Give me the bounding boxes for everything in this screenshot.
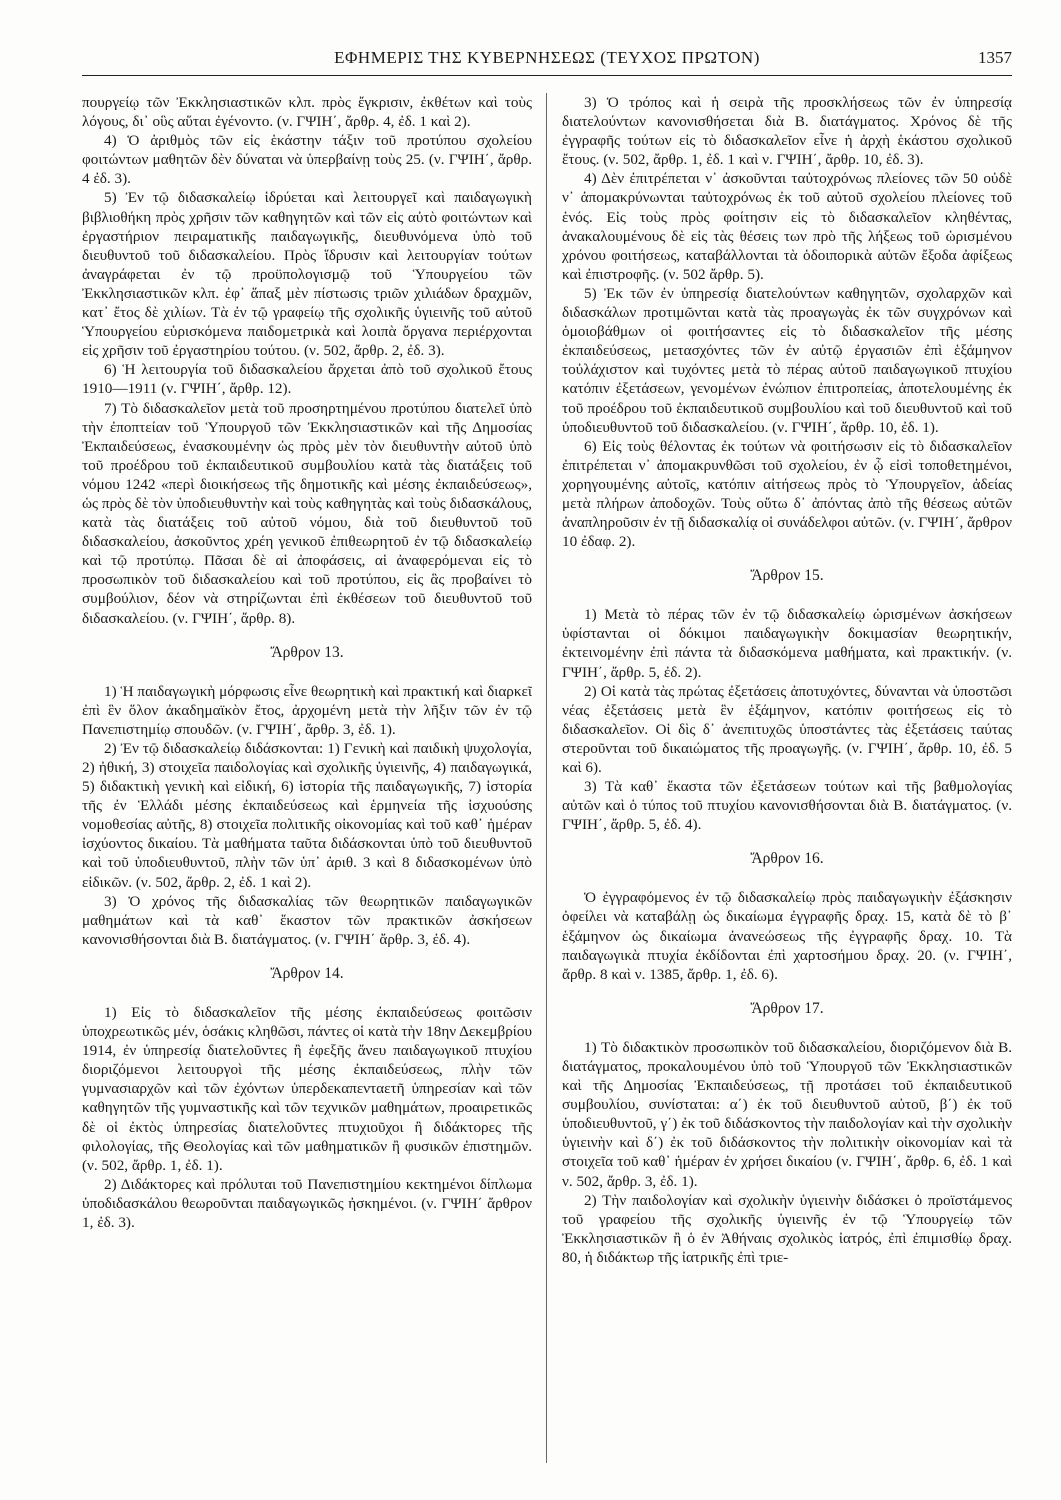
paragraph: πουργείῳ τῶν Ἐκκλησιαστικῶν κλπ. πρὸς ἔγκρισιν, ἐκθέτων καὶ τοὺς λόγους, δι᾿ οὓς αὕται ἐγένοντο. (ν. ΓΨΙΗ΄, ἄρθρ. 4, ἐδ. 1 καὶ 2).	[82, 94, 532, 131]
paragraph: 6) Εἰς τοὺς θέλοντας ἐκ τούτων νὰ φοιτήσωσιν εἰς τὸ διδασκαλεῖον ἐπιτρέπεται ν᾿ ἀπομακρυνθῶσι τοῦ σχολείου, ἐν ᾧ εἰσὶ τοποθετημένοι, χορηγουμένης αὐτοῖς, κατόπιν αἰτήσεως πρὸς τὸ Ὑπουργεῖον, ἀδείας μετὰ πλήρων ἀποδοχῶν. Τοὺς οὕτω δ᾿ ἀπόντας ἀπὸ τῆς θέσεως αὐτῶν ἀναπληροῦσιν ἐν τῇ διδασκαλίᾳ οἱ συνάδελφοι αὐτῶν. (ν. ΓΨΙΗ΄, ἄρθρον 10 ἐδαφ. 2).	[562, 437, 1012, 551]
article-17-title: Ἄρθρον 17.	[750, 999, 824, 1017]
paragraph: 6) Ἡ λειτουργία τοῦ διδασκαλείου ἄρχεται ἀπὸ τοῦ σχολικοῦ ἔτους 1910—1911 (ν. ΓΨΙΗ΄, ἄρθρ. 12).	[82, 361, 532, 398]
paragraph: 4) Δὲν ἐπιτρέπεται ν᾿ ἀσκοῦνται ταὐτοχρόνως πλείονες τῶν 50 οὐδὲ ν᾿ ἀπομακρύνωνται ταὐτοχρόνως ἐκ τοῦ αὐτοῦ σχολείου πλείονες τοῦ ἑνός. Εἰς τοὺς πρὸς φοίτησιν εἰς τὸ διδασκαλεῖον κληθέντας, ἀνακαλουμένους δὲ εἰς τὰς θέσεις των πρὸ τῆς λήξεως τοῦ ὡρισμένου χρόνου φοιτήσεως, καταβάλλονται τὰ ὁδοιπορικὰ αὐτῶν ἔξοδα ἀφίξεως καὶ ἐπιστροφῆς. (ν. 502 ἄρθρ. 5).	[562, 170, 1012, 283]
body-columns	[82, 93, 1012, 1473]
gazette-page	[82, 48, 1012, 1473]
paragraph: 2) Τὴν παιδολογίαν καὶ σχολικὴν ὑγιεινὴν διδάσκει ὁ προϊστάμενος τοῦ γραφείου τῆς σχολικῆς ὑγιεινῆς ἐν τῷ Ὑπουργείῳ τῶν Ἐκκλησιαστικῶν ἢ ὁ ἐν Ἀθήναις σχολικὸς ἰατρός, ἐπὶ ἐπιμισθίῳ δραχ. 80, ἡ διδάκτωρ τῆς ἰατρικῆς ἐπὶ τριε-	[562, 1191, 1012, 1266]
paragraph: 3) Ὁ χρόνος τῆς διδασκαλίας τῶν θεωρητικῶν παιδαγωγικῶν μαθημάτων καὶ τὰ καθ᾿ ἕκαστον τῶν πρακτικῶν ἀσκήσεων κανονισθήσονται διὰ Β. διατάγματος. (ν. ΓΨΙΗ΄ ἄρθρ. 3, ἐδ. 4).	[82, 892, 532, 948]
paragraph: 1) Εἰς τὸ διδασκαλεῖον τῆς μέσης ἐκπαιδεύσεως φοιτῶσιν ὑποχρεωτικῶς μέν, ὁσάκις κληθῶσι, πάντες οἱ κατὰ τὴν 18ην Δεκεμβρίου 1914, ἐν ὑπηρεσίᾳ διατελοῦντες ἢ ἐφεξῆς ἄνευ παιδαγωγικοῦ πτυχίου διοριζόμενοι λειτουργοὶ τῆς μέσης ἐκπαιδεύσεως, πλὴν τῶν γυμνασιαρχῶν καὶ τῶν ἐχόντων ὑπερδεκαπενταετῆ ὑπηρεσίαν καὶ τῶν καθηγητῶν τῆς γυμναστικῆς καὶ τῶν τεχνικῶν μαθημάτων, προαιρετικῶς δὲ οἱ ἐκτὸς ὑπηρεσίας διατελοῦντες πτυχιοῦχοι ἢ διδάκτορες τῆς φιλολογίας, τῆς Θεολογίας καὶ τῶν μαθηματικῶν ἢ φυσικῶν ἐπιστημῶν. (ν. 502, ἄρθρ. 1, ἐδ. 1).	[82, 1003, 532, 1174]
paragraph: 2) Διδάκτορες καὶ πρόλυται τοῦ Πανεπιστημίου κεκτημένοι δίπλωμα ὑποδιδασκάλου θεωροῦνται παιδαγωγικῶς ἠσκημένοι. (ν. ΓΨΙΗ΄ ἄρθρον 1, ἐδ. 3).	[82, 1175, 532, 1231]
paragraph: 5) Ἐν τῷ διδασκαλείῳ ἱδρύεται καὶ λειτουργεῖ καὶ παιδαγωγικὴ βιβλιοθήκη πρὸς χρῆσιν τῶν καθηγητῶν καὶ τῶν εἰς αὐτὸ φοιτώντων καὶ ἐργαστήριον πειραματικῆς παιδαγωγικῆς, διευθυνόμενα ὑπὸ τοῦ διευθυντοῦ τοῦ διδασκαλείου. Πρὸς ἵδρυσιν καὶ λειτουργίαν τούτων ἀναγράφεται ἐν τῷ προϋπολογισμῷ τοῦ Ὑπουργείου τῶν Ἐκκλησιαστικῶν κλπ. ἐφ᾿ ἅπαξ μὲν πίστωσις τριῶν χιλιάδων δραχμῶν, κατ᾿ ἔτος δὲ χιλίων. Τὰ ἐν τῷ γραφείῳ τῆς σχολικῆς ὑγιεινῆς τοῦ αὐτοῦ Ὑπουργείου εὑρισκόμενα παιδομετρικὰ καὶ λοιπὰ ὄργανα περιέρχονται εἰς χρῆσιν τοῦ ἐργαστηρίου τούτου. (ν. 502, ἄρθρ. 2, ἐδ. 3).	[82, 189, 532, 360]
paragraph: 1) Τὸ διδακτικὸν προσωπικὸν τοῦ διδασκαλείου, διοριζόμενον διὰ Β. διατάγματος, προκαλουμένου ὑπὸ τοῦ Ὑπουργοῦ τῶν Ἐκκλησιαστικῶν καὶ τῆς Δημοσίας Ἐκπαιδεύσεως, τῇ προτάσει τοῦ ἐκπαιδευτικοῦ συμβουλίου, συνίσταται: α΄) ἐκ τοῦ διευθυντοῦ αὐτοῦ, β΄) ἐκ τοῦ ὑποδιευθυντοῦ, γ΄) ἐκ τοῦ διδάσκοντος τὴν παιδολογίαν καὶ τὴν σχολικὴν ὑγιεινὴν καὶ δ΄) ἐκ τοῦ διδάσκοντος τὴν πολιτικὴν οἰκονομίαν καὶ τὰ στοιχεῖα τοῦ καθ᾿ ἡμέραν ἐν χρήσει δικαίου (ν. ΓΨΙΗ΄, ἄρθρ. 6, ἐδ. 1 καὶ ν. 502, ἄρθρ. 3, ἐδ. 1).	[562, 1038, 1012, 1190]
page-number: 1357	[978, 48, 1012, 67]
paragraph: Ὁ ἐγγραφόμενος ἐν τῷ διδασκαλείῳ πρὸς παιδαγωγικὴν ἐξάσκησιν ὀφείλει νὰ καταβάλῃ ὡς δικαίωμα ἐγγραφῆς δραχ. 15, κατὰ δὲ τὸ β᾿ ἑξάμηνον ὡς δικαίωμα ἀνανεώσεως τῆς ἐγγραφῆς δραχ. 10. Τὰ παιδαγωγικὰ πτυχία ἐκδίδονται ἐπὶ χαρτοσήμου δραχ. 20. (ν. ΓΨΙΗ΄, ἄρθρ. 8 καὶ ν. 1385, ἄρθρ. 1, ἐδ. 6).	[562, 889, 1012, 983]
header-rule	[82, 75, 1012, 76]
paragraph: 3) Ὁ τρόπος καὶ ἡ σειρὰ τῆς προσκλήσεως τῶν ἐν ὑπηρεσίᾳ διατελούντων κανονισθήσεται διὰ Β. διατάγματος. Χρόνος δὲ τῆς ἐγγραφῆς τούτων εἰς τὸ διδασκαλεῖον εἶνε ἡ ἀρχὴ ἑκάστου σχολικοῦ ἔτους. (ν. 502, ἄρθρ. 1, ἐδ. 1 καὶ ν. ΓΨΙΗ΄, ἄρθρ. 10, ἐδ. 3).	[562, 94, 1012, 169]
paragraph: 2) Οἱ κατὰ τὰς πρώτας ἐξετάσεις ἀποτυχόντες, δύνανται νὰ ὑποστῶσι νέας ἐξετάσεις μετὰ ἓν ἑξάμηνον, κατόπιν φοιτήσεως εἰς τὸ διδασκαλεῖον. Οἱ δὶς δ᾿ ἀνεπιτυχῶς ὑποστάντες τὰς ἐξετάσεις ταύτας στεροῦνται τοῦ δικαιώματος τῆς προαγωγῆς. (ν. ΓΨΙΗ΄, ἄρθρ. 10, ἐδ. 5 καὶ 6).	[562, 682, 1012, 776]
paragraph: 1) Μετὰ τὸ πέρας τῶν ἐν τῷ διδασκαλείῳ ὡρισμένων ἀσκήσεων ὑφίστανται οἱ δόκιμοι παιδαγωγικὴν δοκιμασίαν θεωρητικήν, ἐκτεινομένην ἐπὶ πάντα τὰ διδασκόμενα μαθήματα, καὶ πρακτικήν. (ν. ΓΨΙΗ΄, ἄρθρ. 5, ἐδ. 2).	[562, 606, 1012, 681]
right-column	[562, 93, 1012, 1267]
article-15-title: Ἄρθρον 15.	[750, 567, 824, 585]
running-title: ΕΦΗΜΕΡΙΣ ΤΗΣ ΚΥΒΕΡΝΗΣΕΩΣ (ΤΕΥΧΟΣ ΠΡΩΤΟΝ)	[334, 48, 760, 67]
page-header	[82, 48, 1012, 78]
column-divider	[546, 93, 547, 1463]
paragraph: 1) Ἡ παιδαγωγικὴ μόρφωσις εἶνε θεωρητικὴ καὶ πρακτική καὶ διαρκεῖ ἐπὶ ἓν ὅλον ἀκαδημαϊκὸν ἔτος, ἀρχομένη μετὰ τὴν λῆξιν τῶν ἐν τῷ Πανεπιστημίῳ σπουδῶν. (ν. ΓΨΙΗ΄, ἄρθρ. 3, ἐδ. 1).	[82, 682, 532, 738]
article-16-title: Ἄρθρον 16.	[750, 850, 824, 868]
paragraph: 4) Ὁ ἀριθμὸς τῶν εἰς ἑκάστην τάξιν τοῦ προτύπου σχολείου φοιτώντων μαθητῶν δὲν δύναται νὰ ὑπερβαίνῃ τοὺς 25. (ν. ΓΨΙΗ΄, ἄρθρ. 4 ἐδ. 3).	[82, 132, 532, 188]
article-13-title: Ἄρθρον 13.	[270, 643, 344, 661]
paragraph: 7) Τὸ διδασκαλεῖον μετὰ τοῦ προσηρτημένου προτύπου διατελεῖ ὑπὸ τὴν ἐποπτείαν τοῦ Ὑπουργοῦ τῶν Ἐκκλησιαστικῶν καὶ τῆς Δημοσίας Ἐκπαιδεύσεως, ἐνασκουμένην ὡς πρὸς μὲν τὸν διευθυντὴν αὐτοῦ ὑπὸ τοῦ προέδρου τοῦ ἐκπαιδευτικοῦ συμβουλίου κατὰ τὰς διατάξεις τοῦ νόμου 1242 «περὶ διοικήσεως τῆς δημοτικῆς καὶ μέσης ἐκπαιδεύσεως», ὡς πρὸς δὲ τὸν ὑποδιευθυντὴν καὶ τοὺς καθηγητὰς καὶ τοὺς διδασκάλους, κατὰ τὰς διατάξεις τοῦ αὐτοῦ νόμου, διὰ τοῦ διευθυντοῦ τοῦ διδασκαλείου, ἀσκοῦντος χρέη γενικοῦ ἐπιθεωρητοῦ ἐν τῷ διδασκαλείῳ καὶ τῷ προτύπῳ. Πᾶσαι δὲ αἱ ἀποφάσεις, αἱ ἀναφερόμεναι εἰς τὸ προσωπικὸν τοῦ διδασκαλείου καὶ τοῦ προτύπου, εἰς ἃς προβαίνει τὸ συμβούλιον, δέον νὰ στηρίζωνται ἐπὶ ἐκθέσεων τοῦ διευθυντοῦ τοῦ διδασκαλείου. (ν. ΓΨΙΗ΄, ἄρθρ. 8).	[82, 399, 532, 627]
left-column	[82, 93, 532, 1232]
paragraph: 2) Ἐν τῷ διδασκαλείῳ διδάσκονται: 1) Γενικὴ καὶ παιδικὴ ψυχολογία, 2) ἠθική, 3) στοιχεῖα παιδολογίας καὶ σχολικῆς ὑγιεινῆς, 4) παιδαγωγικά, 5) διδακτικὴ γενικὴ καὶ εἰδική, 6) ἱστορία τῆς παιδαγωγικῆς, 7) ἱστορία τῆς ἐν Ἑλλάδι μέσης ἐκπαιδεύσεως καὶ ἑρμηνεία τῆς ἰσχυούσης νομοθεσίας αὐτῆς, 8) στοιχεῖα πολιτικῆς οἰκονομίας καὶ τοῦ καθ᾿ ἡμέραν ἰσχύοντος δικαίου. Τὰ μαθήματα ταῦτα διδάσκονται ὑπὸ τοῦ διευθυντοῦ καὶ τοῦ ὑποδιευθυντοῦ, πλὴν τῶν ὑπ᾿ ἀριθ. 3 καὶ 8 διδασκομένων ὑπὸ εἰδικῶν. (ν. 502, ἄρθρ. 2, ἐδ. 1 καὶ 2).	[82, 739, 532, 891]
paragraph: 5) Ἐκ τῶν ἐν ὑπηρεσίᾳ διατελούντων καθηγητῶν, σχολαρχῶν καὶ διδασκάλων προτιμῶνται κατὰ τὰς προαγωγὰς ἐκ τῶν συγχρόνων καὶ ὁμοιοβάθμων οἱ φοιτήσαντες εἰς τὸ διδασκαλεῖον τῆς μέσης ἐκπαιδεύσεως, μετασχόντες τῶν ἐν αὐτῷ ἐργασιῶν ἐπὶ ἑξάμηνον τοὐλάχιστον καὶ τυχόντες μετὰ τὸ πέρας αὐτοῦ παιδαγωγικοῦ πτυχίου κατόπιν ἐξετάσεων, γενομένων ἐνώπιον ἐπιτροπείας, ἀποτελουμένης ἐκ τοῦ προέδρου τοῦ ἐκπαιδευτικοῦ συμβουλίου καὶ τοῦ διευθυντοῦ καὶ τοῦ ὑποδιευθυντοῦ τοῦ διδασκαλείου. (ν. ΓΨΙΗ΄, ἄρθρ. 10, ἐδ. 1).	[562, 284, 1012, 436]
article-14-title: Ἄρθρον 14.	[270, 964, 344, 982]
paragraph: 3) Τὰ καθ᾿ ἕκαστα τῶν ἐξετάσεων τούτων καὶ τῆς βαθμολογίας αὐτῶν καὶ ὁ τύπος τοῦ πτυχίου κανονισθήσονται διὰ Β. διατάγματος. (ν. ΓΨΙΗ΄, ἄρθρ. 5, ἐδ. 4).	[562, 778, 1012, 834]
